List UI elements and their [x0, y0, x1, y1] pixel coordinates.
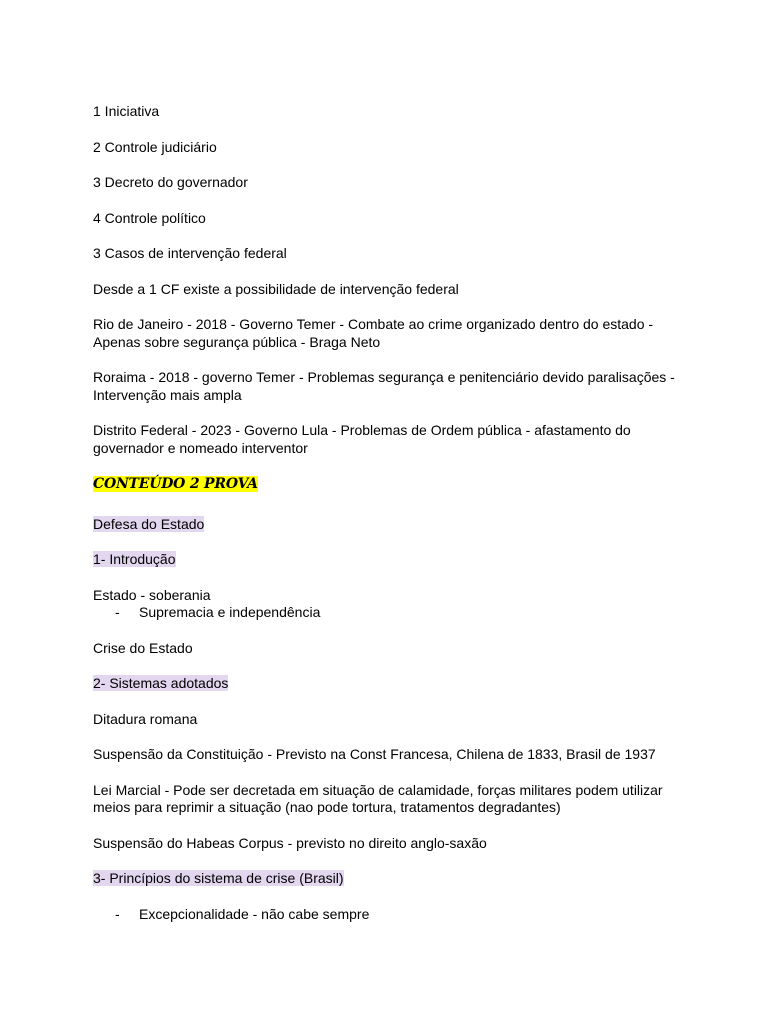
paragraph-distrito-federal: Distrito Federal - 2023 - Governo Lula - Problemas de Ordem pública - afastamento do governador e nomeado interventor [93, 422, 631, 456]
paragraph-suspensao-constituicao: Suspensão da Constituição - Previsto na Const Francesa, Chilena de 1833, Brasil de 1937 [93, 746, 656, 762]
paragraph-lei-marcial: Lei Marcial - Pode ser decretada em situação de calamidade, forças militares podem utilizar meios para reprimir a situação (nao pode tortura, tratamentos degradantes) [93, 781, 663, 815]
bullet-text: Excepcionalidade - não cabe sempre [139, 905, 370, 922]
paragraph-roraima: Roraima - 2018 - governo Temer - Problemas segurança e penitenciário devido paralisações - Intervenção mais ampla [93, 369, 675, 403]
subheading-sistemas-adotados [93, 675, 678, 693]
highlight-introducao: 1- Introdução [93, 551, 176, 567]
line-desde-cf: Desde a 1 CF existe a possibilidade de intervenção federal [93, 280, 459, 297]
line-controle-judiciario: 2 Controle judiciário [93, 138, 217, 155]
bullet-dash: - [115, 604, 120, 620]
paragraph-rio-de-janeiro: Rio de Janeiro - 2018 - Governo Temer - Combate ao crime organizado dentro do estado - Apenas sobre segurança pública - Braga Neto [93, 316, 654, 350]
bullet-item-supremacia [93, 604, 678, 622]
subheading-introducao [93, 551, 678, 569]
paragraph-habeas-corpus: Suspensão do Habeas Corpus - previsto no direito anglo-saxão [93, 834, 487, 851]
line-ditadura-romana: Ditadura romana [93, 710, 198, 727]
heading-conteudo-2-prova: CONTEÚDO 2 PROVA [93, 476, 258, 492]
document-body [93, 103, 678, 923]
group-estado-soberania [93, 587, 678, 622]
bullet-text: Supremacia e independência [139, 604, 321, 620]
line-decreto-governador: 3 Decreto do governador [93, 174, 248, 190]
subheading-defesa-do-estado [93, 516, 678, 534]
heading-block [93, 475, 678, 494]
line-controle-politico: 4 Controle político [93, 209, 206, 226]
bullet-item-excepcionalidade [93, 906, 678, 924]
highlight-principios: 3- Princípios do sistema de crise (Brasil) [93, 870, 344, 886]
line-estado-soberania: Estado - soberania [93, 586, 211, 603]
line-iniciativa: 1 Iniciativa [93, 103, 160, 119]
highlight-defesa: Defesa do Estado [93, 515, 205, 532]
highlight-sistemas: 2- Sistemas adotados [93, 675, 229, 691]
line-crise-do-estado: Crise do Estado [93, 639, 193, 656]
line-casos-intervencao: 3 Casos de intervenção federal [93, 245, 287, 261]
subheading-principios [93, 870, 678, 888]
bullet-dash: - [115, 905, 120, 922]
